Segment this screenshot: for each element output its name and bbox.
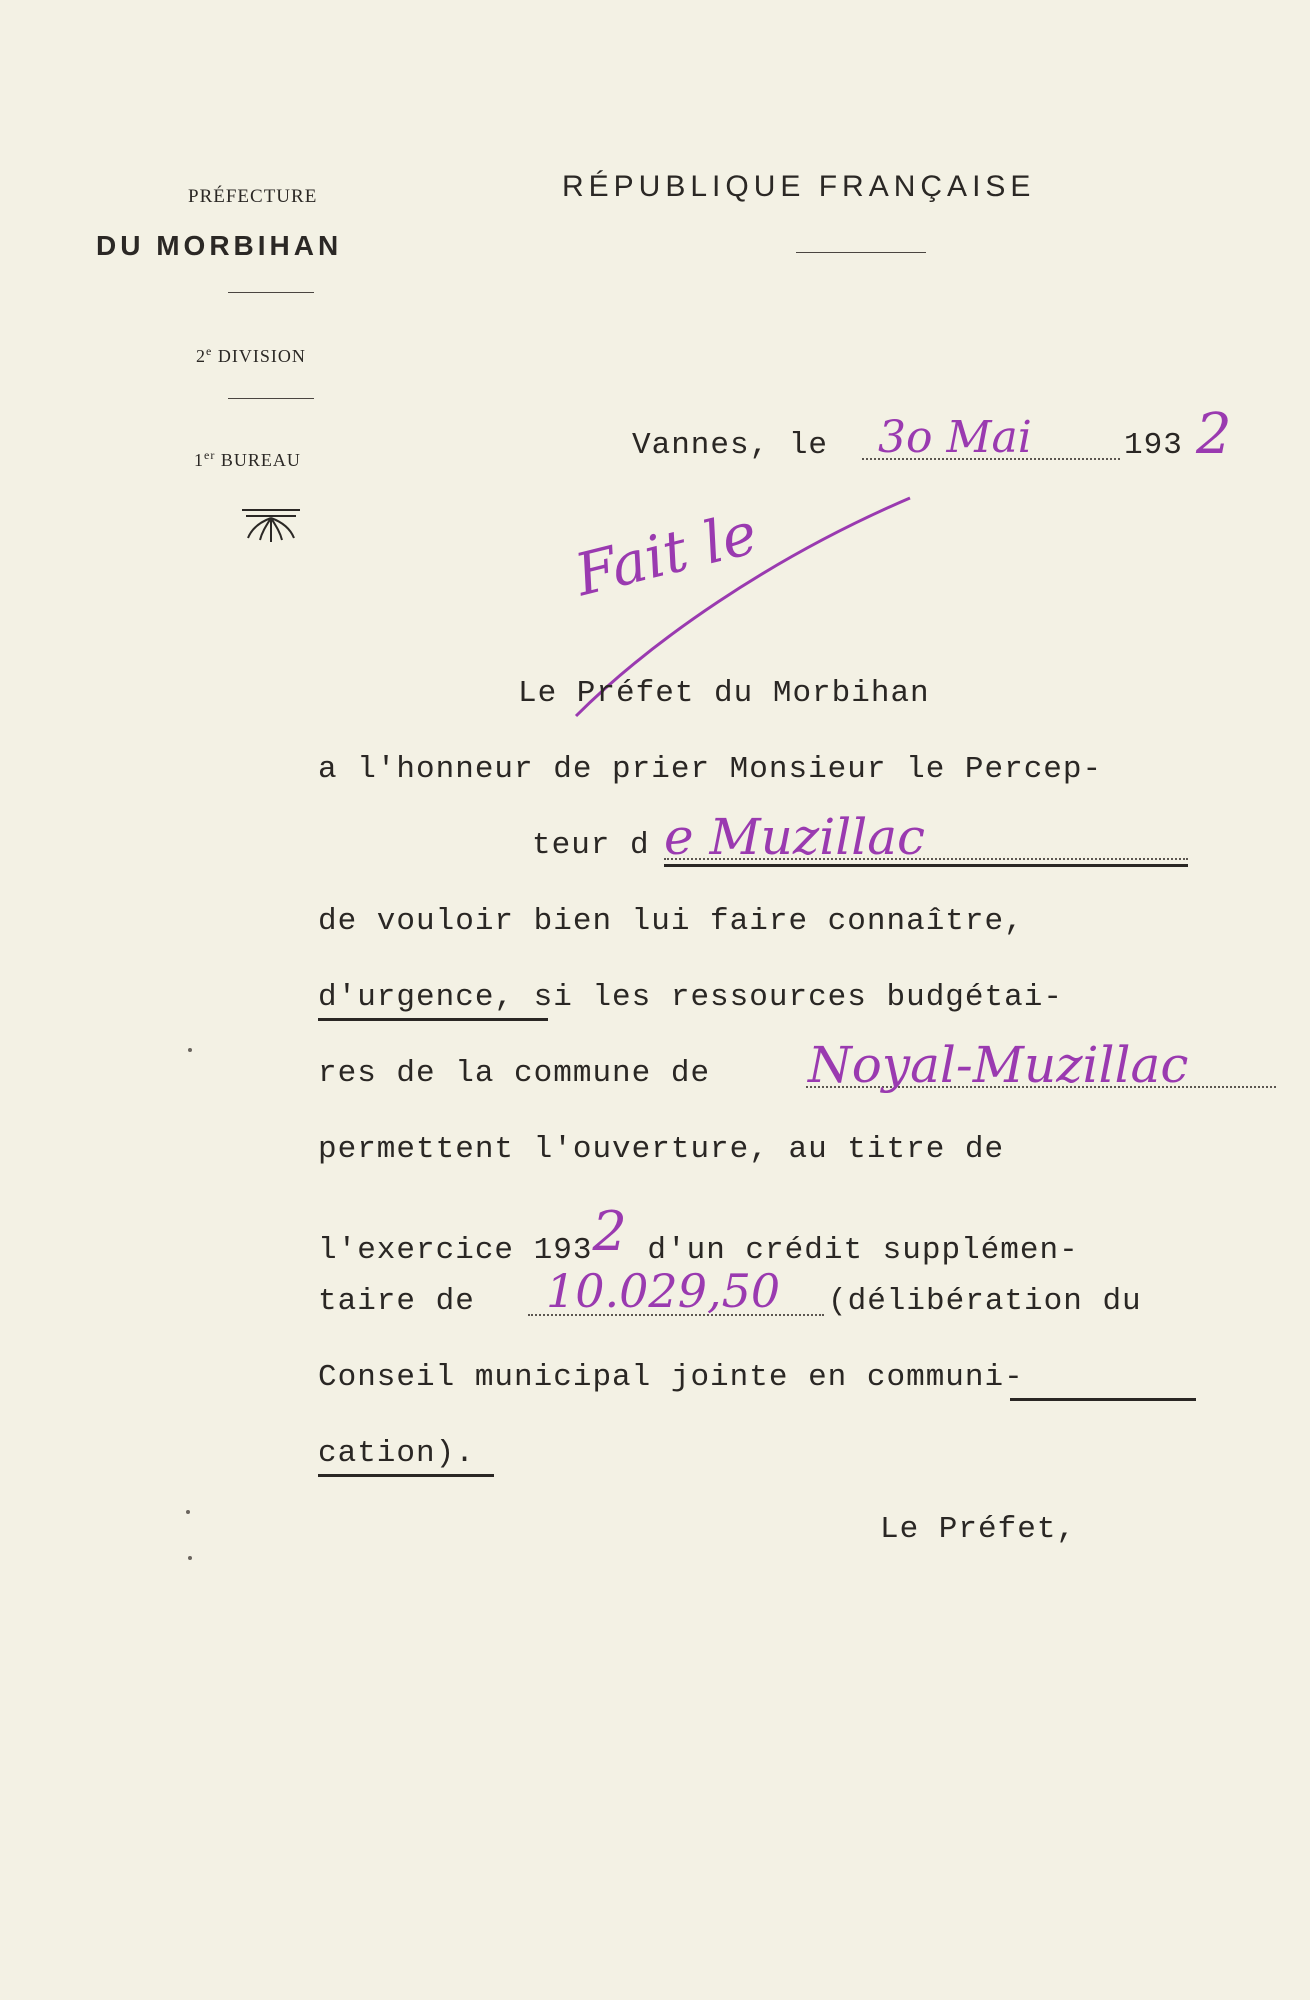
closing-signature-label: Le Préfet, — [880, 1512, 1077, 1547]
handwritten-amount: 10.029,50 — [546, 1264, 781, 1318]
body-line-2: a l'honneur de prier Monsieur le Percep- — [318, 752, 1103, 787]
bureau-number: 1 — [194, 450, 204, 470]
bureau-sup: er — [204, 448, 216, 462]
handwritten-annotation: Fait le — [568, 498, 764, 610]
body-line-6-prefix: res de la commune de — [318, 1056, 711, 1091]
body-line-10 — [318, 1360, 1024, 1395]
bureau-label — [194, 448, 301, 471]
body-line-3-prefix: teur d — [532, 828, 650, 863]
body-line-11: cation). — [318, 1436, 475, 1471]
body-line-8-rest: d'un crédit supplémen- — [627, 1233, 1079, 1268]
body-line-1: Le Préfet du Morbihan — [518, 676, 930, 711]
handwritten-commune: Noyal-Muzillac — [808, 1036, 1189, 1094]
divider — [796, 252, 926, 253]
body-line-9-prefix: taire de — [318, 1284, 475, 1319]
bureau-text: BUREAU — [220, 450, 301, 470]
division-sup: e — [206, 344, 213, 358]
republic-heading: RÉPUBLIQUE FRANÇAISE — [562, 170, 1036, 203]
handwritten-perception: e Muzillac — [664, 808, 926, 866]
year-prefix: 193 — [1124, 428, 1183, 463]
department-label: DU MORBIHAN — [96, 230, 343, 261]
division-text: DIVISION — [217, 346, 306, 366]
body-line-5 — [318, 980, 1063, 1015]
divider — [228, 292, 314, 293]
urgency-word: d'urgence, — [318, 980, 515, 1015]
body-line-8 — [318, 1200, 1079, 1271]
paper-speck — [186, 1510, 190, 1514]
ornament-icon — [238, 504, 304, 544]
division-label — [196, 344, 306, 367]
body-line-10-prefix: Conseil municipal jointe en — [318, 1360, 867, 1395]
prefecture-label: PRÉFECTURE — [188, 186, 318, 207]
body-line-4: de vouloir bien lui faire connaître, — [318, 904, 1024, 939]
communication-word: communi- — [866, 1360, 1024, 1395]
date-prefix: Vannes, le — [632, 428, 829, 463]
communication-underline — [1010, 1398, 1196, 1401]
paper-speck — [188, 1048, 192, 1052]
divider — [228, 398, 314, 399]
division-number: 2 — [196, 346, 206, 366]
body-line-9-rest: (délibération du — [828, 1284, 1142, 1319]
body-line-7: permettent l'ouverture, au titre de — [318, 1132, 1005, 1167]
handwritten-year: 2 — [1196, 402, 1232, 467]
urgency-underline — [318, 1018, 548, 1021]
cation-underline — [318, 1474, 494, 1477]
paper-speck — [188, 1556, 192, 1560]
handwritten-year-2: 2 — [592, 1200, 628, 1263]
handwritten-date: 3o Mai — [878, 412, 1032, 463]
body-line-8-prefix: l'exercice 193 — [318, 1233, 593, 1268]
body-line-5-rest: si les ressources budgétai- — [514, 980, 1063, 1015]
